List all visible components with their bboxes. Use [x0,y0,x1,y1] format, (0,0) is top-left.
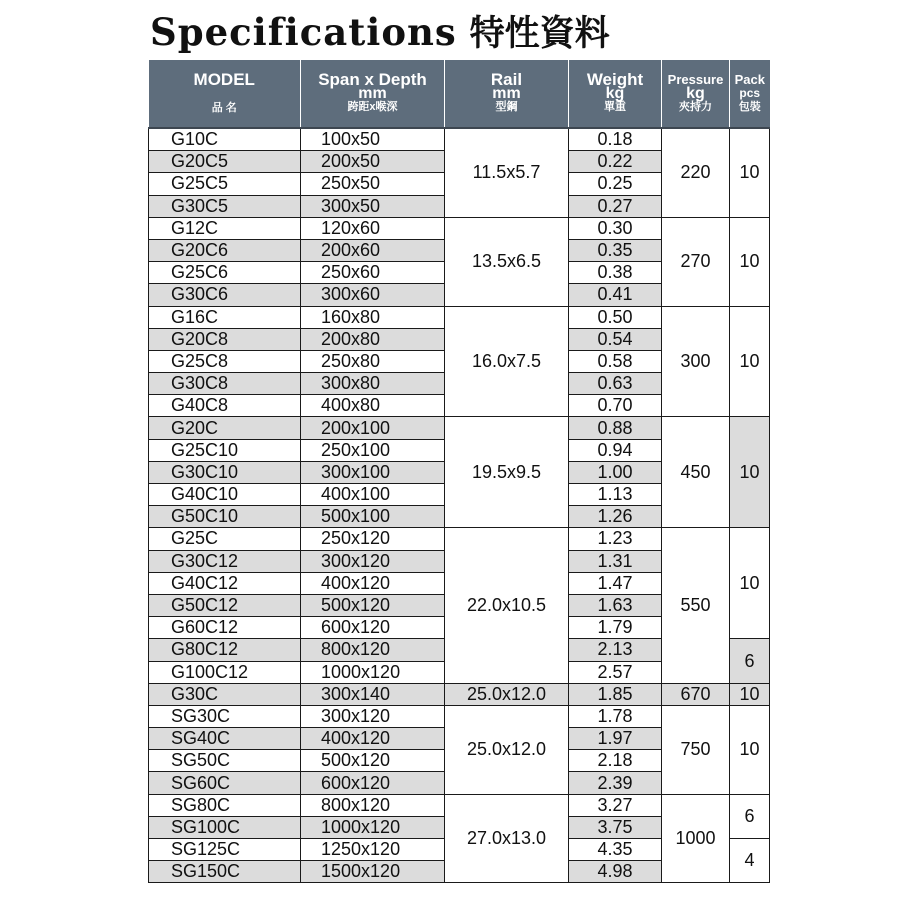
span-depth-cell: 120x60 [301,217,445,239]
weight-cell: 1.47 [569,572,662,594]
weight-cell: 0.54 [569,328,662,350]
pack-cell: 10 [730,417,770,528]
span-depth-cell: 250x80 [301,350,445,372]
model-cell: G20C8 [149,328,301,350]
model-cell: G16C [149,306,301,328]
pack-cell: 10 [730,128,770,217]
header-pressure: Pressure kg 夾持力 [662,60,730,128]
span-depth-cell: 600x120 [301,617,445,639]
span-depth-cell: 500x100 [301,506,445,528]
model-cell: G100C12 [149,661,301,683]
pack-cell: 10 [730,683,770,705]
header-rail: Rail mm 型鋼 [445,60,569,128]
title-english: Specifications [150,10,457,54]
model-cell: SG100C [149,816,301,838]
pressure-cell: 670 [662,683,730,705]
weight-cell: 2.18 [569,750,662,772]
header-weight: Weight kg 單重 [569,60,662,128]
model-cell: G25C [149,528,301,550]
model-cell: SG150C [149,861,301,883]
model-cell: G20C6 [149,239,301,261]
weight-cell: 0.30 [569,217,662,239]
pressure-cell: 270 [662,217,730,306]
span-depth-cell: 200x60 [301,239,445,261]
rail-cell: 25.0x12.0 [445,683,569,705]
specifications-table [148,60,770,883]
span-depth-cell: 400x120 [301,572,445,594]
weight-cell: 0.41 [569,284,662,306]
rail-cell: 16.0x7.5 [445,306,569,417]
page-title [150,6,610,58]
pressure-cell: 300 [662,306,730,417]
weight-cell: 0.94 [569,439,662,461]
span-depth-cell: 250x100 [301,439,445,461]
weight-cell: 0.27 [569,195,662,217]
header-span-depth: Span x Depth mm 跨距x喉深 [301,60,445,128]
pack-cell: 4 [730,839,770,883]
table-row [149,417,770,439]
model-cell: G25C8 [149,350,301,372]
model-cell: G10C [149,128,301,151]
weight-cell: 3.27 [569,794,662,816]
model-cell: G12C [149,217,301,239]
weight-cell: 2.13 [569,639,662,661]
model-cell: SG50C [149,750,301,772]
table-row [149,528,770,550]
weight-cell: 0.88 [569,417,662,439]
weight-cell: 1.85 [569,683,662,705]
span-depth-cell: 300x120 [301,550,445,572]
weight-cell: 1.79 [569,617,662,639]
weight-cell: 1.31 [569,550,662,572]
span-depth-cell: 1000x120 [301,661,445,683]
span-depth-cell: 250x120 [301,528,445,550]
span-depth-cell: 1500x120 [301,861,445,883]
title-chinese: 特性資料 [469,14,610,54]
span-depth-cell: 800x120 [301,794,445,816]
header-pack: Pack pcs 包裝 [730,60,770,128]
span-depth-cell: 160x80 [301,306,445,328]
weight-cell: 2.57 [569,661,662,683]
model-cell: SG30C [149,705,301,727]
specifications-body [149,128,770,883]
weight-cell: 1.23 [569,528,662,550]
weight-cell: 1.13 [569,484,662,506]
model-cell: SG80C [149,794,301,816]
rail-cell: 27.0x13.0 [445,794,569,883]
model-cell: G30C10 [149,461,301,483]
rail-cell: 25.0x12.0 [445,705,569,794]
span-depth-cell: 1250x120 [301,839,445,861]
table-row [149,217,770,239]
span-depth-cell: 500x120 [301,750,445,772]
model-cell: SG40C [149,728,301,750]
span-depth-cell: 600x120 [301,772,445,794]
rail-cell: 19.5x9.5 [445,417,569,528]
pressure-cell: 550 [662,528,730,683]
model-cell: G25C6 [149,262,301,284]
span-depth-cell: 300x50 [301,195,445,217]
weight-cell: 1.63 [569,594,662,616]
pressure-cell: 220 [662,128,730,217]
pressure-cell: 1000 [662,794,730,883]
pack-cell: 10 [730,528,770,639]
span-depth-cell: 300x140 [301,683,445,705]
pack-cell: 6 [730,794,770,838]
weight-cell: 0.38 [569,262,662,284]
table-row [149,683,770,705]
span-depth-cell: 250x50 [301,173,445,195]
model-cell: G50C12 [149,594,301,616]
model-cell: G50C10 [149,506,301,528]
model-cell: G30C12 [149,550,301,572]
weight-cell: 4.35 [569,839,662,861]
model-cell: SG125C [149,839,301,861]
weight-cell: 0.25 [569,173,662,195]
span-depth-cell: 200x50 [301,151,445,173]
span-depth-cell: 400x80 [301,395,445,417]
weight-cell: 0.50 [569,306,662,328]
weight-cell: 4.98 [569,861,662,883]
weight-cell: 0.35 [569,239,662,261]
span-depth-cell: 300x120 [301,705,445,727]
model-cell: G20C [149,417,301,439]
weight-cell: 0.22 [569,151,662,173]
rail-cell: 13.5x6.5 [445,217,569,306]
weight-cell: 1.78 [569,705,662,727]
rail-cell: 22.0x10.5 [445,528,569,683]
pack-cell: 10 [730,705,770,794]
pack-cell: 6 [730,639,770,683]
model-cell: G30C5 [149,195,301,217]
table-row [149,128,770,151]
span-depth-cell: 400x100 [301,484,445,506]
table-row [149,306,770,328]
span-depth-cell: 300x100 [301,461,445,483]
span-depth-cell: 200x80 [301,328,445,350]
pack-cell: 10 [730,306,770,417]
model-cell: G30C6 [149,284,301,306]
model-cell: G25C10 [149,439,301,461]
span-depth-cell: 300x60 [301,284,445,306]
model-cell: SG60C [149,772,301,794]
weight-cell: 0.70 [569,395,662,417]
weight-cell: 1.00 [569,461,662,483]
pack-cell: 10 [730,217,770,306]
weight-cell: 0.58 [569,350,662,372]
weight-cell: 2.39 [569,772,662,794]
model-cell: G20C5 [149,151,301,173]
header-row [149,60,770,128]
pressure-cell: 750 [662,705,730,794]
weight-cell: 3.75 [569,816,662,838]
span-depth-cell: 300x80 [301,373,445,395]
span-depth-cell: 400x120 [301,728,445,750]
model-cell: G25C5 [149,173,301,195]
header-model: MODEL 品 名 [149,60,301,128]
rail-cell: 11.5x5.7 [445,128,569,217]
span-depth-cell: 500x120 [301,594,445,616]
weight-cell: 1.26 [569,506,662,528]
span-depth-cell: 800x120 [301,639,445,661]
model-cell: G40C12 [149,572,301,594]
model-cell: G40C10 [149,484,301,506]
model-cell: G40C8 [149,395,301,417]
model-cell: G30C [149,683,301,705]
span-depth-cell: 1000x120 [301,816,445,838]
weight-cell: 1.97 [569,728,662,750]
span-depth-cell: 100x50 [301,128,445,151]
pressure-cell: 450 [662,417,730,528]
model-cell: G30C8 [149,373,301,395]
model-cell: G60C12 [149,617,301,639]
table-row [149,794,770,816]
table-row [149,705,770,727]
span-depth-cell: 250x60 [301,262,445,284]
weight-cell: 0.18 [569,128,662,151]
model-cell: G80C12 [149,639,301,661]
span-depth-cell: 200x100 [301,417,445,439]
weight-cell: 0.63 [569,373,662,395]
